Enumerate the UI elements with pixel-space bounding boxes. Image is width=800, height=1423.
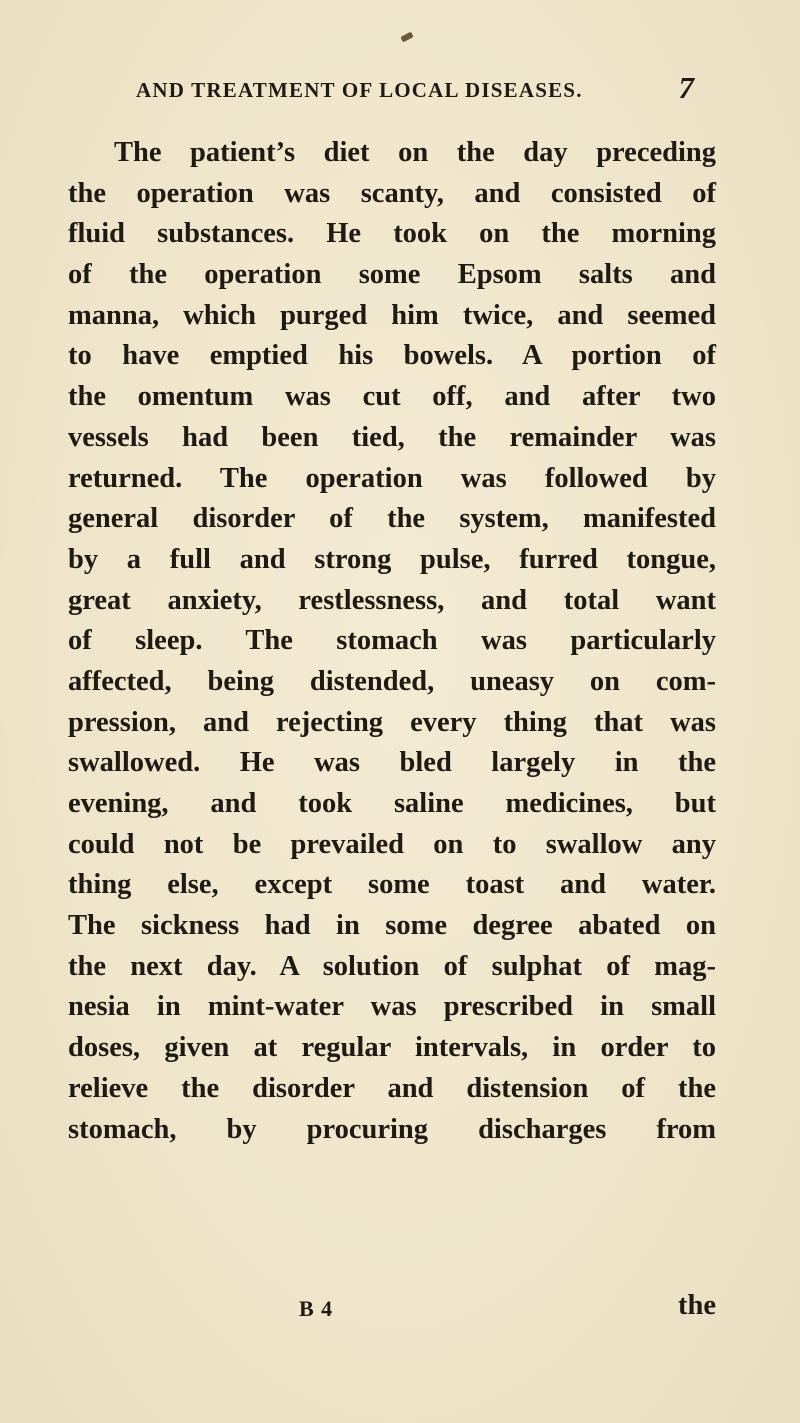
text-line: evening, and took saline medicines, but (68, 788, 716, 819)
page-footer (68, 1290, 716, 1336)
page-header (136, 70, 694, 110)
running-head: AND TREATMENT OF LOCAL DISEASES. (136, 78, 583, 102)
text-line: The sickness had in some degree abated on (68, 910, 716, 942)
text-line: to have emptied his bowels. A portion of (68, 340, 716, 372)
text-line: relieve the disorder and distension of the (68, 1072, 716, 1104)
text-line: manna, which purged him twice, and seemed (68, 299, 716, 331)
text-line: the next day. A solution of sulphat of mag- (68, 950, 716, 982)
text-line: stomach, by procuring discharges from (68, 1113, 716, 1145)
text-line: vessels had been tied, the remainder was (68, 421, 716, 453)
text-line: of sleep. The stomach was particularly (68, 625, 716, 657)
text-line: could not be prevailed on to swallow any (68, 828, 716, 860)
body-text (68, 133, 716, 1150)
text-line: by a full and strong pulse, furred tongue, (68, 543, 716, 575)
text-line: returned. The operation was followed by (68, 462, 716, 494)
text-line: The patient’s diet on the day preceding (114, 137, 716, 168)
text-line: fluid substances. He took on the morning (68, 218, 716, 250)
page-number: 7 (678, 70, 694, 105)
text-line: general disorder of the system, manifested (68, 503, 716, 535)
ink-mark (400, 32, 413, 43)
text-line: great anxiety, restlessness, and total want (68, 584, 716, 616)
text-line: the operation was scanty, and consisted of (68, 177, 716, 209)
text-line: nesia in mint-water was prescribed in small (68, 991, 716, 1023)
signature-mark: B 4 (299, 1296, 334, 1321)
catchword: the (678, 1290, 716, 1321)
text-line: doses, given at regular intervals, in order to (68, 1032, 716, 1064)
text-line: of the operation some Epsom salts and (68, 259, 716, 291)
text-line: pression, and rejecting every thing that was (68, 706, 716, 738)
text-line: the omentum was cut off, and after two (68, 381, 716, 413)
text-line: thing else, except some toast and water. (68, 869, 716, 901)
text-line: swallowed. He was bled largely in the (68, 747, 716, 779)
text-line: affected, being distended, uneasy on com- (68, 665, 716, 697)
